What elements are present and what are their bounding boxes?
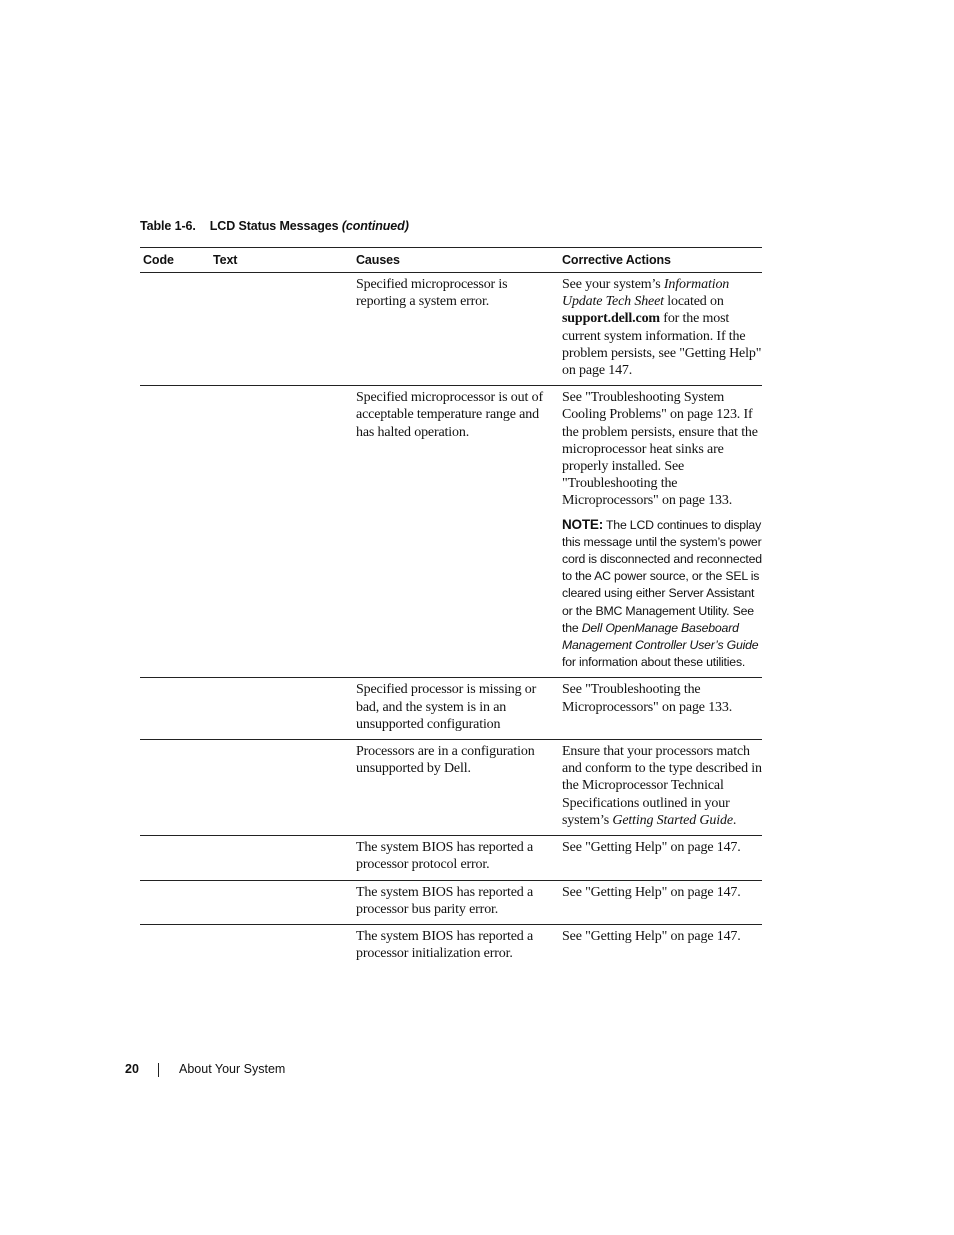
cause-cell: The system BIOS has reported a processor protocol error.	[356, 836, 559, 880]
action-doc-title: Information Update Tech Sheet	[562, 277, 730, 310]
code-cell	[140, 924, 209, 968]
action-cell	[559, 386, 762, 678]
text-cell	[209, 836, 356, 880]
cause-cell: Specified microprocessor is out of acceptable temperature range and has halted operation.	[356, 386, 559, 678]
action-text: See "Troubleshooting System Cooling Problems" on page 123. If the problem persists, ensure that the microprocessor heat sinks are properly installed. See "Troubleshooting the Microprocessors" on page 133.	[562, 390, 758, 509]
support-site-text: support.dell.com	[562, 311, 660, 327]
action-cell: See "Getting Help" on page 147.	[562, 928, 741, 944]
text-cell	[209, 740, 356, 836]
header-corrective-actions: Corrective Actions	[559, 248, 762, 273]
action-text: .	[732, 812, 737, 828]
code-cell	[140, 678, 209, 740]
table-row	[140, 880, 762, 924]
action-cell: See "Getting Help" on page 147.	[559, 836, 762, 880]
page-number: 20	[125, 1062, 139, 1076]
cause-cell: The system BIOS has reported a processor initialization error.	[356, 928, 534, 962]
table-header-row	[140, 248, 762, 273]
action-text: See your system’s	[562, 277, 664, 292]
code-cell	[140, 386, 209, 678]
cause-cell: Processors are in a configuration unsupported by Dell.	[356, 740, 559, 836]
cause-cell: Specified microprocessor is reporting a system error.	[356, 273, 559, 386]
table-row	[140, 924, 762, 968]
table-caption	[140, 219, 409, 233]
code-cell	[140, 273, 209, 386]
text-cell	[209, 924, 356, 968]
footer-section-title: About Your System	[179, 1062, 286, 1076]
note-block	[562, 516, 762, 672]
action-cell	[559, 740, 762, 836]
table-caption-continued: (continued)	[341, 219, 409, 233]
text-cell	[209, 386, 356, 678]
note-label: NOTE:	[562, 516, 603, 532]
header-causes: Causes	[356, 248, 559, 273]
action-text: located on	[663, 294, 724, 310]
header-code: Code	[140, 248, 209, 273]
footer-separator	[158, 1063, 159, 1077]
note-doc-title: Dell OpenManage Baseboard Management Controller User’s Guide	[562, 620, 759, 653]
action-doc-title: Getting Started Guide	[612, 812, 733, 828]
note-text: for information about these utilities.	[562, 655, 746, 670]
table-caption-label: Table 1-6.	[140, 219, 196, 233]
code-cell	[140, 740, 209, 836]
table-row	[140, 273, 762, 386]
action-text: Ensure that your processors match and conform to the type described in the Microprocessor Technical Specifications outlined in your system’s	[562, 744, 762, 828]
action-text: for the most current system information. If the problem persists, see "Getting Help" on page 147.	[562, 311, 762, 379]
action-cell: See "Getting Help" on page 147.	[559, 880, 762, 924]
text-cell	[209, 273, 356, 386]
action-cell	[559, 273, 762, 386]
text-cell	[209, 880, 356, 924]
cause-cell: Specified processor is missing or bad, and the system is in an unsupported configuration	[356, 678, 559, 740]
table-row	[140, 678, 762, 740]
cause-cell: The system BIOS has reported a processor bus parity error.	[356, 880, 559, 924]
code-cell	[140, 836, 209, 880]
table-row	[140, 836, 762, 880]
lcd-status-table	[140, 247, 762, 968]
table-row	[140, 386, 762, 678]
text-cell	[209, 678, 356, 740]
header-text: Text	[209, 248, 356, 273]
code-cell	[140, 880, 209, 924]
table-row	[140, 740, 762, 836]
table-caption-title: LCD Status Messages	[209, 219, 339, 233]
action-cell: See "Troubleshooting the Microprocessors" on page 133.	[559, 678, 762, 740]
note-text: The LCD continues to display this message until the system’s power cord is disconnected and reconnected to the AC power source, or the SEL is cleared using either Server Assistant or the BMC Management Utility. See the	[562, 517, 762, 635]
